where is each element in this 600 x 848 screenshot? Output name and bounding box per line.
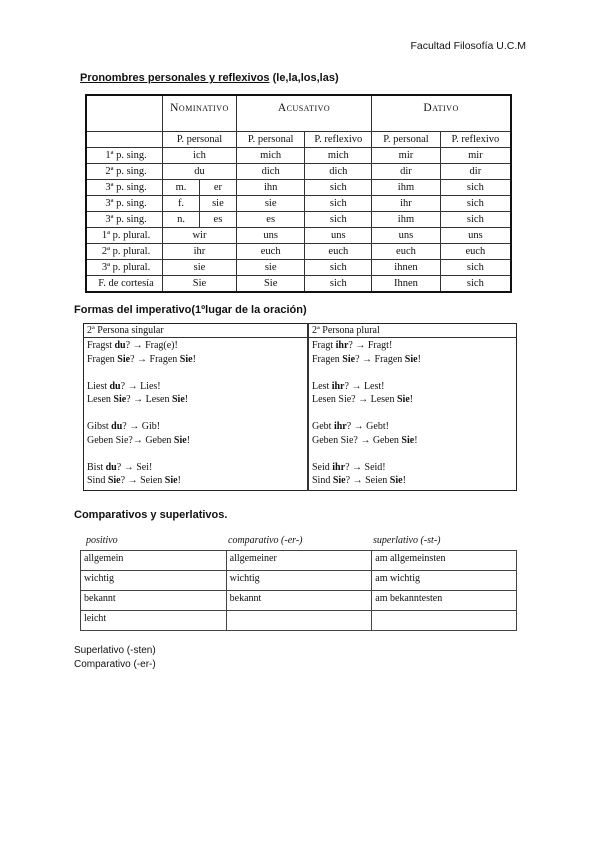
row-label: 2ª p. plural. [86, 244, 163, 260]
imperative-text: ! [186, 434, 191, 446]
comparative-row [81, 571, 517, 591]
nominative-cell: sie [199, 196, 236, 212]
imperative-title: Formas del imperativo(1ºlugar de la oración) [74, 304, 307, 316]
row-label: 1ª p. sing. [86, 148, 163, 164]
pronouns-title-main: Pronombres personales y reflexivos [80, 72, 270, 84]
imperative-text: ? → Seien [120, 475, 165, 486]
row-label: F. de cortesía [86, 276, 163, 293]
corner-cell [86, 95, 163, 132]
pronoun-bold: Sie [389, 475, 403, 486]
accusative-reflexive-cell: sich [305, 212, 372, 228]
superlative-cell [372, 611, 517, 631]
blank-line [312, 407, 513, 421]
dative-personal-cell: ihr [372, 196, 441, 212]
imperative-text: Seid [312, 461, 333, 473]
nominative-cell: du [163, 164, 237, 180]
header-comparativo: comparativo (-er-) [228, 535, 303, 546]
gender-cell: m. [163, 180, 200, 196]
imperative-text: ! [409, 394, 414, 405]
imperative-text: Bist [87, 461, 106, 473]
pronoun-bold: du [109, 380, 121, 392]
accusative-reflexive-cell: sich [305, 180, 372, 196]
imperative-text: Fragst [87, 340, 115, 351]
pronoun-row [86, 260, 511, 276]
imperative-text: Lesen Sie? → Lesen [312, 394, 397, 405]
accusative-reflexive-cell: dich [305, 164, 372, 180]
imperative-line [87, 474, 304, 488]
imperative-singular-column [84, 338, 309, 491]
gender-cell: n. [163, 212, 200, 228]
row-label: 3ª p. sing. [86, 180, 163, 196]
imperative-plural-column [308, 338, 517, 491]
case-dativo: Dativo [372, 95, 511, 132]
dative-reflexive-cell: mir [440, 148, 511, 164]
nominative-cell: ich [163, 148, 237, 164]
dative-personal-cell: ihm [372, 180, 441, 196]
pronoun-bold: du [111, 421, 123, 432]
nominative-cell: es [199, 212, 236, 228]
dative-personal-cell: Ihnen [372, 276, 441, 293]
pronoun-bold: Sie [404, 353, 418, 365]
accusative-personal-cell: ihn [236, 180, 305, 196]
subheader-acc-reflexivo: P. reflexivo [305, 132, 372, 148]
dative-personal-cell: ihnen [372, 260, 441, 276]
pronoun-bold: Sie [332, 475, 346, 486]
dative-personal-cell: mir [372, 148, 441, 164]
accusative-personal-cell: es [236, 212, 305, 228]
pronoun-bold: Sie [117, 353, 131, 365]
row-label: 3ª p. sing. [86, 212, 163, 228]
accusative-personal-cell: dich [236, 164, 305, 180]
imperative-text: ! [402, 475, 406, 486]
imperative-line [87, 380, 304, 394]
header-superlativo: superlativo (-st-) [373, 535, 441, 546]
dative-reflexive-cell: euch [440, 244, 511, 260]
gender-cell: f. [163, 196, 200, 212]
accusative-personal-cell: sie [236, 196, 305, 212]
accusative-reflexive-cell: sich [305, 196, 372, 212]
pronoun-bold: du [114, 340, 126, 351]
imperative-line [312, 461, 513, 475]
subheader-acc-personal: P. personal [236, 132, 305, 148]
imperative-text: Liest [87, 380, 110, 392]
pronoun-bold: du [105, 461, 117, 473]
pronoun-bold: Sie [113, 394, 127, 405]
positive-cell: bekannt [81, 591, 227, 611]
pronoun-bold: Sie [179, 353, 193, 365]
imperative-text: ? → Lies! [120, 380, 161, 392]
imperative-text: Fragen [87, 353, 118, 365]
pronoun-bold: Sie [164, 475, 178, 486]
imperative-line [312, 420, 513, 434]
imperative-text: ! [417, 353, 421, 365]
dative-reflexive-cell: dir [440, 164, 511, 180]
imperative-line [312, 393, 513, 407]
imperative-text: Geben Sie?→ Geben [87, 434, 174, 446]
nominative-cell: Sie [163, 276, 237, 293]
pronouns-title [80, 72, 339, 84]
accusative-personal-cell: uns [236, 228, 305, 244]
dative-reflexive-cell: uns [440, 228, 511, 244]
accusative-personal-cell: mich [236, 148, 305, 164]
pronoun-bold: Sie [342, 353, 356, 365]
corner-cell [86, 132, 163, 148]
institution-header: Facultad Filosofía U.C.M [410, 40, 526, 52]
imperative-line [87, 339, 304, 353]
pronoun-row [86, 212, 511, 228]
nominative-cell: sie [163, 260, 237, 276]
pronoun-row [86, 228, 511, 244]
superlative-cell: am wichtig [372, 571, 517, 591]
comparatives-title: Comparativos y superlativos. [74, 509, 228, 521]
pronouns-title-suffix: (le,la,los,las) [272, 72, 339, 84]
accusative-reflexive-cell: uns [305, 228, 372, 244]
imperative-line [87, 420, 304, 434]
imperative-text: ? → Sei! [116, 461, 153, 473]
imperative-text: ! [184, 394, 189, 405]
dative-personal-cell: uns [372, 228, 441, 244]
positive-cell: wichtig [81, 571, 227, 591]
positive-cell: allgemein [81, 551, 227, 571]
row-label: 3ª p. sing. [86, 196, 163, 212]
comparatives-table [80, 550, 517, 631]
imperative-line [312, 339, 513, 353]
comparative-row [81, 611, 517, 631]
imperative-line [87, 434, 304, 448]
imperative-text: Geben Sie? → Geben [312, 434, 402, 446]
comparative-cell [226, 611, 372, 631]
nominative-cell: er [199, 180, 236, 196]
dative-personal-cell: dir [372, 164, 441, 180]
imperative-text: Fragt [312, 340, 336, 351]
imperative-text: ? → Fragen [130, 353, 180, 365]
row-label: 1ª p. plural. [86, 228, 163, 244]
imperative-text: ? → Fragt! [348, 340, 393, 351]
imperative-text: ? → Gebt! [346, 421, 389, 432]
pronoun-row [86, 180, 511, 196]
imperative-line [87, 461, 304, 475]
case-nominativo: Nominativo [163, 95, 237, 132]
row-label: 3ª p. plural. [86, 260, 163, 276]
dative-reflexive-cell: sich [440, 212, 511, 228]
pronoun-bold: Sie [107, 475, 121, 486]
imperative-text: ? → Lest! [344, 380, 385, 392]
pronouns-table [85, 94, 512, 293]
pronouns-table-body [86, 148, 511, 293]
accusative-reflexive-cell: euch [305, 244, 372, 260]
comparative-row [81, 591, 517, 611]
imperative-text: Fragen [312, 353, 343, 365]
imperative-line [312, 353, 513, 367]
pronoun-row [86, 244, 511, 260]
accusative-reflexive-cell: sich [305, 260, 372, 276]
dative-personal-cell: ihm [372, 212, 441, 228]
blank-line [87, 407, 304, 421]
imperative-text: Lest [312, 380, 332, 392]
accusative-reflexive-cell: sich [305, 276, 372, 293]
pronoun-bold: ihr [332, 461, 346, 473]
accusative-personal-cell: Sie [236, 276, 305, 293]
superlative-cell: am bekanntesten [372, 591, 517, 611]
pronoun-bold: ihr [335, 340, 349, 351]
imperative-header-singular: 2ª Persona singular [84, 324, 309, 338]
pronoun-bold: Sie [401, 434, 415, 446]
imperative-line [312, 380, 513, 394]
dative-reflexive-cell: sich [440, 276, 511, 293]
comparative-cell: wichtig [226, 571, 372, 591]
imperative-text: ! [414, 434, 418, 446]
blank-line [312, 366, 513, 380]
imperative-text: ? → Gib! [122, 421, 161, 432]
imperative-line [87, 393, 304, 407]
nominative-cell: wir [163, 228, 237, 244]
comparatives-table-body [81, 551, 517, 631]
subheader-dat-personal: P. personal [372, 132, 441, 148]
pronoun-bold: ihr [331, 380, 345, 392]
imperative-text: ? → Frag(e)! [125, 340, 178, 351]
imperative-text: ! [192, 353, 196, 365]
pronoun-row [86, 164, 511, 180]
case-acusativo: Acusativo [236, 95, 371, 132]
dative-personal-cell: euch [372, 244, 441, 260]
imperative-text: ! [177, 475, 181, 486]
note-comparativo: Comparativo (-er-) [74, 659, 156, 670]
superlative-cell: am allgemeinsten [372, 551, 517, 571]
nominative-cell: ihr [163, 244, 237, 260]
imperative-text: ? → Seien [345, 475, 390, 486]
pronoun-row [86, 276, 511, 293]
imperative-text: Sind [87, 475, 108, 486]
imperative-line [87, 353, 304, 367]
imperative-text: Gibst [87, 421, 112, 432]
note-superlativo: Superlativo (-sten) [74, 645, 156, 656]
positive-cell: leicht [81, 611, 227, 631]
imperative-text: ? → Seid! [345, 461, 386, 473]
dative-reflexive-cell: sich [440, 196, 511, 212]
imperative-text: Lesen [87, 394, 114, 405]
imperative-text: Sind [312, 475, 333, 486]
subheader-nom-personal: P. personal [163, 132, 237, 148]
imperative-text: ? → Fragen [355, 353, 405, 365]
pronoun-bold: ihr [333, 421, 347, 432]
pronoun-bold: Sie [172, 394, 185, 405]
imperative-header-plural: 2ª Persona plural [308, 324, 517, 338]
accusative-personal-cell: sie [236, 260, 305, 276]
pronoun-row [86, 148, 511, 164]
header-positivo: positivo [86, 535, 118, 546]
pronoun-bold: Sie [396, 394, 410, 405]
pronoun-row [86, 196, 511, 212]
row-label: 2ª p. sing. [86, 164, 163, 180]
pronoun-bold: Sie [173, 434, 187, 446]
imperative-line [312, 474, 513, 488]
blank-line [312, 447, 513, 461]
blank-line [87, 447, 304, 461]
imperative-text: Gebt [312, 421, 334, 432]
comparative-cell: bekannt [226, 591, 372, 611]
comparative-cell: allgemeiner [226, 551, 372, 571]
dative-reflexive-cell: sich [440, 260, 511, 276]
imperative-table [83, 323, 517, 491]
accusative-reflexive-cell: mich [305, 148, 372, 164]
blank-line [87, 366, 304, 380]
subheader-dat-reflexivo: P. reflexivo [440, 132, 511, 148]
accusative-personal-cell: euch [236, 244, 305, 260]
dative-reflexive-cell: sich [440, 180, 511, 196]
imperative-line [312, 434, 513, 448]
imperative-text: ? → Lesen [126, 394, 172, 405]
comparative-row [81, 551, 517, 571]
